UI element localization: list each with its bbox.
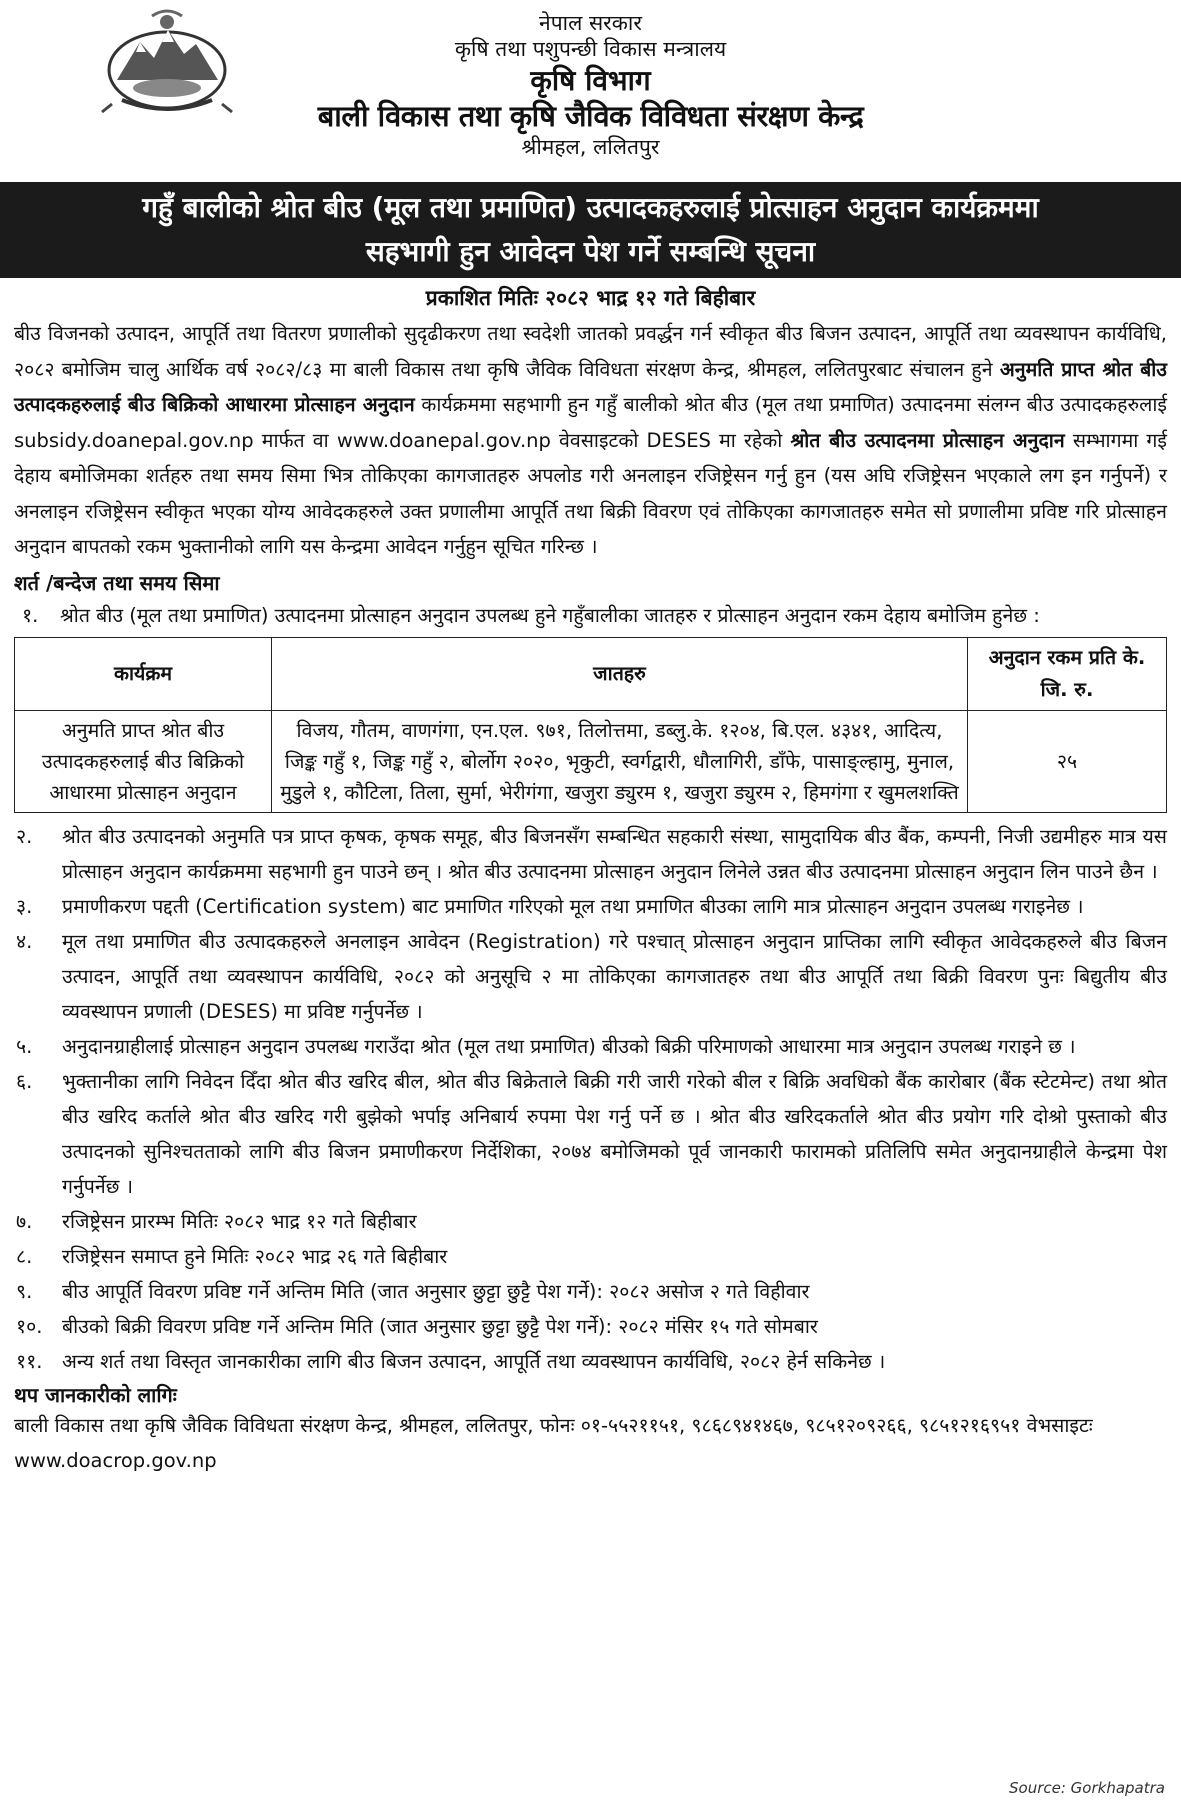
condition-text: मूल तथा प्रमाणित बीउ उत्पादकहरुले अनलाइन आवेदन (Registration) गरे पश्चात् प्रोत्साहन अनुदान प्राप्तिका लागि स्वीकृत आवेदकहरुले बीउ बिजन उत्पादन, आपूर्ति तथा व्यवस्थापन कार्यविधि, २०८२ को अनुसूचि २ मा तोकिएका कागजातहरु तथा बीउ आपूर्ति तथा बिक्री विवरण पुनः बिद्युतीय बीउ व्यवस्थापन प्रणाली (DESES) मा प्रविष्ट गर्नुपर्नेछ । — [62, 929, 1167, 1023]
condition-number: ९. — [16, 1279, 33, 1303]
condition-item — [14, 1029, 1167, 1064]
condition-item — [14, 1344, 1167, 1379]
center-address: श्रीमहल, ललितपुर — [521, 134, 660, 159]
intro-bold-1: अनुमति प्राप्त श्रोत बीउ उत्पादकहरुलाई बीउ बिक्रिको आधारमा प्रोत्साहन अनुदान — [14, 357, 1167, 416]
condition-text: रजिष्ट्रेसन प्रारम्भ मितिः २०८२ भाद्र १२ गते बिहीबार — [62, 1209, 417, 1233]
condition-text: श्रोत बीउ (मूल तथा प्रमाणित) उत्पादनमा प्रोत्साहन अनुदान उपलब्ध हुने गहुँबालीका जातहरु र प्रोत्साहन अनुदान रकम देहाय बमोजिम हुनेछ : — [60, 603, 1040, 627]
condition-text: रजिष्ट्रेसन समाप्त हुने मितिः २०८२ भाद्र २६ गते बिहीबार — [62, 1244, 448, 1268]
condition-item — [14, 1239, 1167, 1274]
condition-item — [14, 1274, 1167, 1309]
condition-item — [14, 1204, 1167, 1239]
department-name: कृषि विभाग — [530, 63, 651, 97]
intro-text-1: बीउ विजनको उत्पादन, आपूर्ति तथा वितरण प्रणालीको सुदृढीकरण तथा स्वदेशी जातको प्रवर्द्धन गर्न स्वीकृत बीउ बिजन उत्पादन, आपूर्ति तथा व्यवस्थापन कार्यविधि, २०८२ बमोजिम चालु आर्थिक वर्ष २०८२/८३ मा बाली विकास तथा कृषि जैविक विविधता संरक्षण केन्द्र, श्रीमहल, ललितपुरबाट संचालन हुने — [14, 322, 1167, 381]
condition-item — [14, 1064, 1167, 1204]
table-row — [15, 710, 1167, 812]
center-name: बाली विकास तथा कृषि जैविक विविधता संरक्षण केन्द्र — [317, 98, 864, 133]
condition-number: १०. — [16, 1314, 43, 1338]
conditions-list — [14, 819, 1167, 1379]
condition-item — [14, 889, 1167, 924]
intro-paragraph — [14, 316, 1167, 565]
condition-number: ४. — [16, 929, 33, 953]
header-amount: अनुदान रकम प्रति के. जि. रु. — [968, 637, 1167, 710]
table-header-row — [15, 637, 1167, 710]
header-varieties: जातहरु — [272, 637, 968, 710]
condition-number: ३. — [16, 894, 33, 918]
published-date: प्रकाशित मितिः २०८२ भाद्र १२ गते बिहीबार — [425, 286, 756, 310]
intro-text-3: सम्भागमा गई देहाय बमोजिमका शर्तहरु तथा समय सिमा भित्र तोकिएका कागजातहरु अपलोड गरी अनलाइन रजिष्ट्रेसन गर्नु हुन (यस अघि रजिष्ट्रेसन भएकाले लग इन गर्नुपर्ने) र अनलाइन रजिष्ट्रेसन स्वीकृत भएका योग्य आवेदकहरुले उक्त प्रणालीमा आपूर्ति तथा बिक्री विवरण एवं तोकिएका कागजातहरु समेत सो प्रणालीमा प्रविष्ट गरि प्रोत्साहन अनुदान बापतको रकम भुक्तानीको लागि यस केन्द्रमा आवेदन गर्नुहुन सूचित गरिन्छ । — [14, 428, 1167, 558]
condition-text: अनुदानग्राहीलाई प्रोत्साहन अनुदान उपलब्ध गराउँदा श्रोत (मूल तथा प्रमाणित) बीउको बिक्री परिमाणको आधारमा मात्र अनुदान उपलब्ध गराइने छ । — [62, 1034, 1076, 1058]
intro-bold-2: श्रोत बीउ उत्पादनमा प्रोत्साहन अनुदान — [790, 428, 1065, 452]
source-credit: Source: Gorkhapatra — [1009, 1779, 1165, 1797]
contact-details: बाली विकास तथा कृषि जैविक विविधता संरक्षण केन्द्र, श्रीमहल, ललितपुर, फोनः ०१-५५२११५१, ९८६८९४१४६७, ९८५१२०९२६६, ९८५१२१६९५१ वेभसाइटः www.doacrop.gov.np — [14, 1413, 1093, 1472]
condition-text: भुक्तानीका लागि निवेदन दिँदा श्रोत बीउ खरिद बील, श्रोत बीउ बिक्रेताले बिक्री गरी जारी गरेको बील र बिक्रि अवधिको बैंक कारोबार (बैंक स्टेटमेन्ट) तथा श्रोत बीउ खरिद कर्ताले श्रोत बीउ खरिद गरी बुझेको भर्पाइ अनिबार्य रुपमा पेश गर्नु पर्ने छ । श्रोत बीउ खरिदकर्ताले श्रोत बीउ प्रयोग गरि दोश्रो पुस्ताको बीउ उत्पादनको सुनिश्चतताको लागि बीउ बिजन प्रमाणीकरण निर्देशिका, २०७४ बमोजिमको पूर्व जानकारी फारामको प्रतिलिपि समेत अनुदानग्राहीले केन्द्रमा पेश गर्नुपर्नेछ । — [62, 1069, 1167, 1198]
contact-heading: थप जानकारीको लागिः — [14, 1382, 177, 1407]
title-line-2: सहभागी हुन आवेदन पेश गर्ने सम्बन्धि सूचना — [365, 235, 816, 268]
cell-amount: २५ — [968, 710, 1167, 812]
condition-number: १. — [22, 603, 39, 627]
condition-text: बीउ आपूर्ति विवरण प्रविष्ट गर्ने अन्तिम मिति (जात अनुसार छुट्टा छुट्टै पेश गर्ने): २०८२ असोज २ गते विहीवार — [62, 1279, 810, 1303]
condition-text: प्रमाणीकरण पद्दती (Certification system) बाट प्रमाणित गरिएको मूल तथा प्रमाणित बीउका लागि मात्र प्रोत्साहन अनुदान उपलब्ध गराइनेछ । — [62, 894, 1084, 918]
subsidy-table — [14, 637, 1167, 813]
condition-number: ११. — [16, 1349, 43, 1373]
nepal-government-emblem-icon — [92, 8, 242, 120]
condition-item — [14, 598, 1167, 633]
condition-number: २. — [16, 824, 33, 848]
condition-number: ७. — [16, 1209, 33, 1233]
condition-item — [14, 1309, 1167, 1344]
condition-item — [14, 819, 1167, 889]
conditions-heading: शर्त /बन्देज तथा समय सिमा — [14, 570, 220, 595]
ministry-name: कृषि तथा पशुपन्छी विकास मन्त्रालय — [454, 37, 727, 62]
condition-number: ६. — [16, 1069, 33, 1093]
title-line-1: गहुँ बालीको श्रोत बीउ (मूल तथा प्रमाणित) उत्पादकहरुलाई प्रोत्साहन अनुदान कार्यक्रममा — [142, 191, 1039, 224]
condition-text: अन्य शर्त तथा विस्तृत जानकारीका लागि बीउ बिजन उत्पादन, आपूर्ति तथा व्यवस्थापन कार्यविधि, २०८२ हेर्न सकिनेछ । — [62, 1349, 886, 1373]
condition-number: ८. — [16, 1244, 33, 1268]
government-name: नेपाल सरकार — [539, 11, 642, 35]
header-program: कार्यक्रम — [15, 637, 272, 710]
intro-text-2: कार्यक्रममा सहभागी हुन गहुँ बालीको श्रोत बीउ (मूल तथा प्रमाणित) उत्पादनमा संलग्न बीउ उत्पादकहरुलाई subsidy.doanepal.gov.np मार्फत वा www.doanepal.gov.np वेवसाइटको DESES मा रहेको — [14, 393, 1167, 452]
cell-program: अनुमति प्राप्त श्रोत बीउ उत्पादकहरुलाई बीउ बिक्रिको आधारमा प्रोत्साहन अनुदान — [15, 710, 272, 812]
cell-varieties: विजय, गौतम, वाणगंगा, एन.एल. ९७१, तिलोत्तमा, डब्लु.के. १२०४, बि.एल. ४३४१, आदित्य, जिङ्क गहुँ १, जिङ्क गहुँ २, बोर्लोग २०२०, भृकुटी, स्वर्गद्वारी, धौलागिरी, डाँफे, पासाङ्ल्हामु, मुनाल, मुडुले १, कौटिला, तिला, सुर्मा, भेरीगंगा, खजुरा ड्युरम १, खजुरा ड्युरम २, हिमगंगा र खुमलशक्ति — [272, 710, 968, 812]
condition-number: ५. — [16, 1034, 33, 1058]
condition-text: श्रोत बीउ उत्पादनको अनुमति पत्र प्राप्त कृषक, कृषक समूह, बीउ बिजनसँग सम्बन्धित सहकारी संस्था, सामुदायिक बीउ बैंक, कम्पनी, निजी उद्यमीहरु मात्र यस प्रोत्साहन अनुदान कार्यक्रममा सहभागी हुन पाउने छन् । श्रोत बीउ उत्पादनमा प्रोत्साहन अनुदान लिनेले उन्नत बीउ उत्पादनमा प्रोत्साहन अनुदान लिन पाउने छैन । — [62, 824, 1167, 883]
notice-title-banner — [0, 182, 1181, 278]
notice-header — [14, 0, 1167, 182]
condition-text: बीउको बिक्री विवरण प्रविष्ट गर्ने अन्तिम मिति (जात अनुसार छुट्टा छुट्टै पेश गर्ने): २०८२ मंसिर १५ गते सोमबार — [62, 1314, 818, 1338]
condition-item — [14, 924, 1167, 1029]
